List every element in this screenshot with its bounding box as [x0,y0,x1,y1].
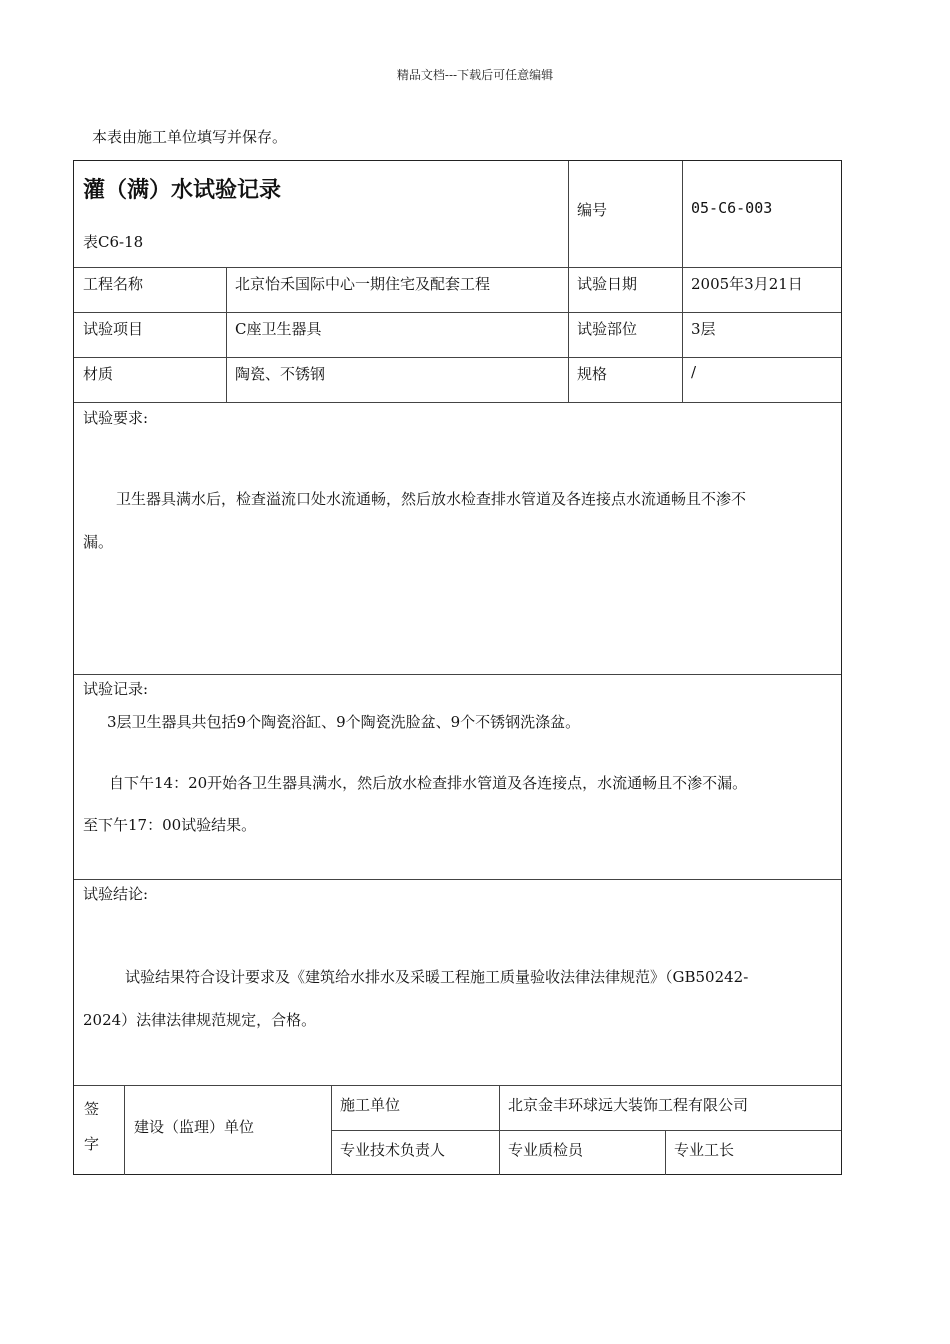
col-divider [331,1085,332,1175]
form-title: 灌（满）水试验记录 [83,178,282,203]
sign-char: 签 [84,1100,100,1118]
spec-label: 规格 [577,365,608,383]
requirements-line: 漏。 [83,533,114,551]
test-location-label: 试验部位 [577,320,638,338]
number-label: 编号 [577,201,608,219]
row-divider [74,1085,841,1086]
tech-lead-label: 专业技术负责人 [340,1141,446,1159]
record-label: 试验记录: [83,680,149,698]
test-location-value: 3层 [691,320,716,338]
qc-label: 专业质检员 [508,1141,584,1159]
intro-text: 本表由施工单位填写并保存。 [92,128,288,146]
test-date-label: 试验日期 [577,275,638,293]
material-value: 陶瓷、不锈钢 [235,365,326,383]
row-divider [74,879,841,880]
col-divider [226,267,227,402]
conclusion-label: 试验结论: [83,885,149,903]
row-divider [74,357,841,358]
project-name-value: 北京怡禾国际中心一期住宅及配套工程 [235,275,491,293]
col-divider [499,1085,500,1175]
header-note: 精品文档---下载后可任意编辑 [396,68,554,82]
test-item-label: 试验项目 [83,320,144,338]
row-divider [74,402,841,403]
conclusion-line: 2024）法律法律规范规定，合格。 [83,1011,317,1029]
row-divider [74,312,841,313]
test-item-value: C座卫生器具 [235,320,322,338]
row-divider [331,1130,841,1131]
conclusion-line: 试验结果符合设计要求及《建筑给水排水及采暖工程施工质量验收法律法律规范》（GB50242- [125,968,749,986]
col-divider [124,1085,125,1175]
contractor-value: 北京金丰环球远大装饰工程有限公司 [508,1096,749,1114]
form-code: 表C6-18 [83,233,144,251]
material-label: 材质 [83,365,114,383]
row-divider [74,267,841,268]
col-divider [682,161,683,402]
requirements-line: 卫生器具满水后，检查溢流口处水流通畅，然后放水检查排水管道及各连接点水流通畅且不渗不 [116,490,747,508]
test-date-value: 2005年3月21日 [691,275,803,293]
sign-char: 字 [84,1135,100,1153]
row-divider [74,674,841,675]
foreman-label: 专业工长 [674,1141,735,1159]
record-line: 自下午14：20开始各卫生器具满水，然后放水检查排水管道及各连接点，水流通畅且不渗不漏。 [109,774,748,792]
requirements-label: 试验要求: [83,409,149,427]
col-divider [568,161,569,402]
record-form [73,160,842,1175]
record-line: 3层卫生器具共包括9个陶瓷浴缸、9个陶瓷洗脸盆、9个不锈钢洗涤盆。 [107,713,581,731]
spec-value: / [691,363,697,381]
project-name-label: 工程名称 [83,275,144,293]
owner-label: 建设（监理）单位 [134,1118,255,1136]
number-value: 05-C6-003 [691,199,773,217]
record-line: 至下午17：00试验结果。 [83,816,257,834]
contractor-label: 施工单位 [340,1096,401,1114]
col-divider [665,1130,666,1175]
